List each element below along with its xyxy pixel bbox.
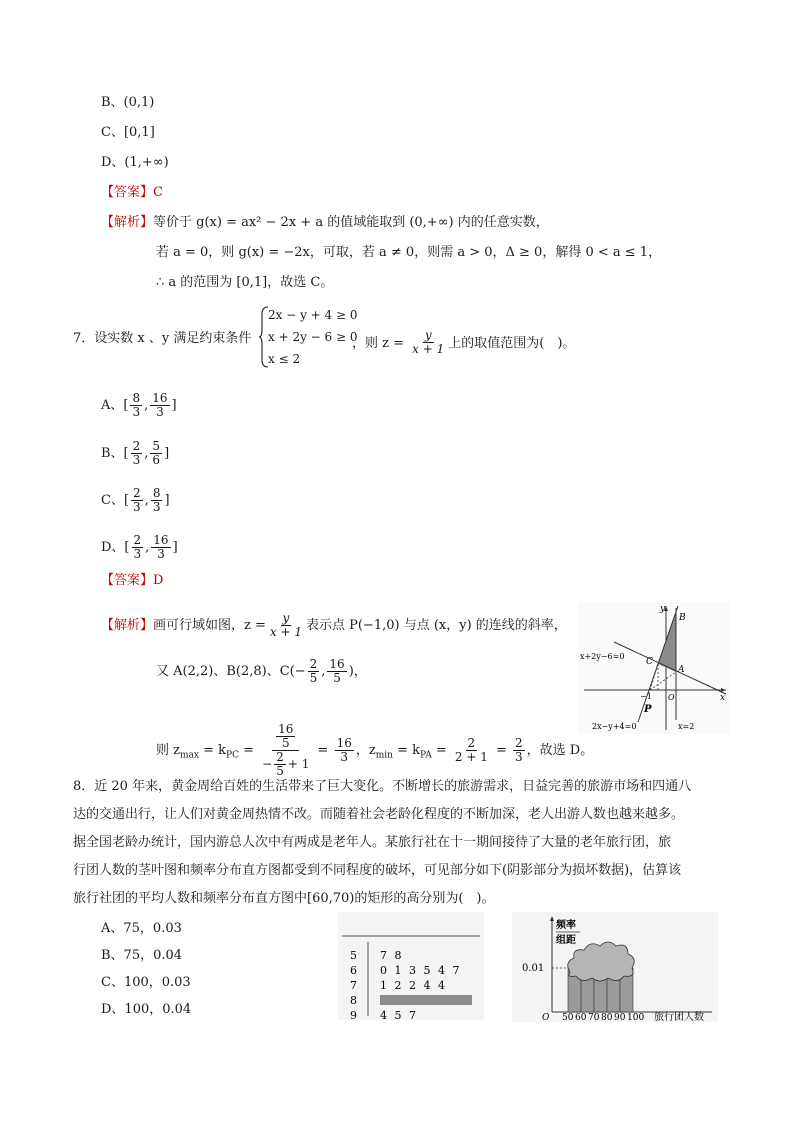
num: 2 (133, 486, 141, 500)
answer-value: C (153, 185, 163, 200)
z-num: y (424, 328, 432, 342)
q7-option-a: A、[ $\frac{8}{3}$ , $\frac{16}{3}$ ] (101, 391, 177, 419)
den: 3 (156, 405, 164, 419)
label-line2: 2x−y+4=0 (592, 722, 637, 731)
fraction (150, 440, 162, 467)
num: 2 (515, 736, 523, 750)
answer-label: 【答案】 (101, 573, 154, 588)
leaves-6: 0 1 3 5 4 7 (380, 964, 462, 977)
option-label: A、[ (101, 398, 129, 413)
stem-mid: ，则 z = (352, 336, 405, 351)
ylabel-bot: 组距 (556, 935, 576, 946)
num: 16 (329, 657, 345, 671)
num: 16 (152, 391, 168, 405)
q8-line2: 达的交通出行，让人们对黄金周热情不改。而随着社会老龄化程度的不断加深，老人出游人数也越来越多。 (73, 807, 685, 822)
x-tick-90: 90 (614, 1013, 626, 1022)
den: 5 (276, 764, 284, 778)
den: 3 (515, 750, 523, 764)
answer-label: 【答案】 (101, 185, 154, 200)
fraction (453, 737, 490, 764)
q7-option-d: D、[ $\frac{2}{3}$ , $\frac{16}{3}$ ] (101, 533, 178, 561)
text: 表示点 P(−1,0) 与点 (x，y) 的连线的斜率， (305, 618, 567, 633)
q8-option-d: D、100，0.04 (101, 1002, 192, 1017)
option-label: C、[ (101, 493, 130, 508)
text: = (243, 743, 255, 758)
text: − (262, 757, 273, 771)
label-B: B (679, 613, 686, 623)
text: = k (203, 743, 227, 758)
fraction (151, 487, 163, 514)
option-label: D、[ (101, 540, 130, 555)
text: 画可行域如图，z = (153, 618, 266, 633)
num: 2 (467, 736, 476, 750)
frequency-histogram (512, 912, 718, 1022)
q8-option-a: A、75，0.03 (101, 921, 182, 936)
label-y: y (660, 604, 666, 614)
q6-option-d: D、(1,+∞) (101, 155, 169, 170)
option-label: B、[ (101, 446, 129, 461)
den: 3 (133, 500, 141, 514)
text: 则 z (156, 743, 180, 758)
big-fraction (260, 723, 311, 778)
fraction (327, 658, 346, 685)
label-C: C (646, 657, 653, 667)
origin-label: O (542, 1013, 550, 1022)
stem-5: 5 (350, 949, 357, 962)
text: )， (348, 664, 367, 679)
label-minus1: −1 (640, 692, 652, 701)
num: 5 (152, 439, 161, 453)
text: = (435, 743, 447, 758)
answer-value: D (153, 573, 164, 588)
x-tick-50: 50 (562, 1013, 574, 1022)
fraction (150, 392, 169, 419)
den: 3 (133, 547, 142, 561)
den: x + 1 (269, 625, 302, 639)
label-x: x (720, 693, 726, 703)
fraction (132, 534, 144, 561)
sub: PC (226, 750, 239, 761)
y-tick-001: 0.01 (522, 963, 545, 974)
q8-option-c: C、100，0.03 (101, 975, 191, 990)
fraction (513, 737, 525, 764)
q7-option-b: B、[ $\frac{2}{3}$ , $\frac{5}{6}$ ] (101, 439, 170, 467)
x-tick-100: 100 (627, 1013, 645, 1022)
x-axis-label: 旅行团人数 (654, 1012, 704, 1022)
text: ，z (355, 743, 376, 758)
analysis-text: 等价于 g(x) = ax² − 2x + a 的值域能取到 (0,+∞) 内的任意实数， (153, 215, 549, 230)
label-P: P (644, 704, 652, 715)
stem-6: 6 (350, 964, 357, 977)
x-tick-60: 60 (575, 1013, 587, 1022)
den: 5 (281, 736, 290, 750)
z-den: x + 1 (412, 342, 445, 356)
den: 6 (152, 453, 161, 467)
z-fraction (410, 329, 446, 356)
analysis-label: 【解析】 (101, 618, 154, 633)
stem-7: 7 (350, 979, 357, 992)
den: 5 (333, 671, 341, 685)
text: = (495, 743, 507, 758)
den: 3 (157, 547, 165, 561)
q8-option-b: B、75，0.04 (101, 948, 183, 963)
leaves-5: 7 8 (380, 949, 404, 962)
text: = k (397, 743, 420, 758)
q8-line3: 据全国老龄办统计，国内游总人次中有两成是老年人。某旅行社在十一期间接待了大量的老年旅行团，旅 (73, 835, 672, 850)
sub: max (179, 750, 199, 761)
q7-analysis-line1 (101, 612, 567, 639)
x-tick-70: 70 (588, 1013, 600, 1022)
figure-bg (578, 602, 730, 734)
stem-8: 8 (350, 994, 357, 1007)
label-line1: x+2y−6=0 (580, 652, 625, 661)
num: 8 (152, 486, 161, 500)
num: 2 (276, 750, 284, 764)
q7-option-c: C、[ $\frac{2}{3}$ , $\frac{8}{3}$ ] (101, 486, 170, 514)
label-line3: x=2 (678, 722, 695, 731)
q6-option-b: B、(0,1) (101, 95, 155, 110)
num: 2 (133, 533, 142, 547)
big-num (272, 723, 299, 751)
stem-suffix: 上的取值范围为( )。 (448, 336, 576, 351)
q7-answer (101, 572, 163, 590)
den: 3 (132, 453, 141, 467)
label-O: O (668, 693, 675, 702)
q7-stem-tail (352, 330, 575, 357)
text: = (317, 743, 329, 758)
ylabel-top: 频率 (556, 920, 576, 931)
big-den (260, 751, 311, 778)
fraction (131, 440, 143, 467)
text: + 1 (287, 757, 310, 771)
den: 3 (132, 405, 141, 419)
sub: min (375, 750, 393, 761)
text: 又 A(2,2)、B(2,8)、C(− (156, 664, 306, 679)
q7-stem-prefix: 7．设实数 x 、y 满足约束条件 (73, 331, 252, 346)
label-A: A (678, 665, 685, 675)
fraction (274, 751, 286, 778)
num: 16 (153, 533, 169, 547)
q6-analysis-line2: 若 a = 0，则 g(x) = −2x，可取，若 a ≠ 0，则需 a > 0，Δ ≥ 0，解得 0 < a ≤ 1， (156, 245, 662, 260)
x-tick-80: 80 (601, 1013, 613, 1022)
q7-analysis-line3 (156, 723, 593, 778)
fraction (151, 534, 170, 561)
fraction (131, 487, 143, 514)
q6-analysis-line3: ∴ a 的范围为 [0,1]，故选 C。 (156, 275, 334, 290)
q7-analysis-line2: 又 A(2,2)、B(2,8)、C(− $\frac{2}{5}$ , $\frac{16}{5}$ )， (156, 657, 367, 685)
q8-line5: 旅行社团的平均人数和频率分布直方图中[60,70)的矩形的高分别为( )。 (73, 891, 495, 906)
fraction (335, 737, 354, 764)
num: 2 (309, 657, 318, 671)
damaged-leaves-8 (380, 995, 472, 1005)
den: 2 + 1 (454, 750, 488, 764)
analysis-label: 【解析】 (101, 215, 154, 230)
q6-option-c: C、[0,1] (101, 125, 155, 140)
text: ，故选 D。 (526, 743, 594, 758)
den: 3 (152, 500, 161, 514)
q8-line1: 8．近 20 年来，黄金周给百姓的生活带来了巨大变化。不断增长的旅游需求，日益完善的旅游市场和四通八 (73, 779, 692, 794)
fraction (276, 723, 295, 750)
num: 8 (132, 391, 141, 405)
q8-line4: 行团人数的茎叶图和频率分布直方图都受到不同程度的破坏，可见部分如下(阴影部分为损坏数据)，估算该 (73, 863, 682, 878)
num: 16 (278, 722, 294, 736)
leaves-7: 1 2 2 4 4 (380, 979, 447, 992)
stem-9: 9 (350, 1009, 357, 1020)
fraction (130, 392, 142, 419)
fraction (268, 612, 304, 639)
constraint-3: x ≤ 2 (268, 352, 301, 366)
den: 3 (340, 750, 349, 764)
num: y (282, 611, 290, 625)
q6-answer (101, 184, 163, 202)
stem-leaf-plot (338, 912, 484, 1020)
fraction (308, 658, 320, 685)
num: 2 (132, 439, 141, 453)
num: 16 (336, 736, 352, 750)
feasible-region-figure (578, 602, 730, 734)
constraint-2: x + 2y − 6 ≥ 0 (268, 330, 358, 344)
sub: PA (419, 750, 432, 761)
q6-analysis-line1 (101, 214, 549, 232)
leaves-9: 4 5 7 (380, 1009, 418, 1020)
constraint-1: 2x − y + 4 ≥ 0 (268, 308, 358, 322)
den: 5 (309, 671, 318, 685)
